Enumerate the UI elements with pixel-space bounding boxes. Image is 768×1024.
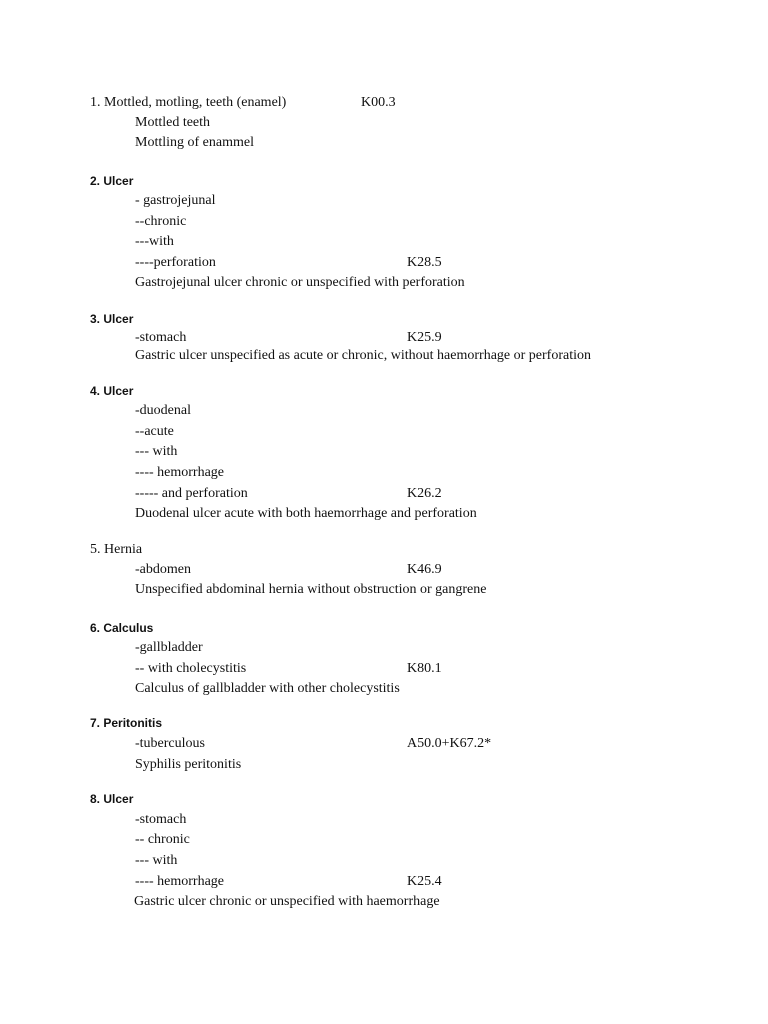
entry-6-description: Calculus of gallbladder with other cholecystitis xyxy=(135,681,400,696)
entry-4-line: ---- hemorrhage xyxy=(135,465,225,480)
entry-4-line: -duodenal xyxy=(135,403,191,418)
entry-6-line: -gallbladder xyxy=(135,640,203,655)
entry-4-heading: 4. Ulcer xyxy=(90,384,134,398)
entry-7-description: Syphilis peritonitis xyxy=(135,757,242,772)
entry-8-line: --- with xyxy=(135,853,178,868)
entry-2-line: - gastrojejunal xyxy=(135,193,216,208)
entry-3-description: Gastric ulcer unspecified as acute or chronic, without haemorrhage or perforation xyxy=(135,348,591,363)
entry-8-line: -- chronic xyxy=(135,832,190,847)
entry-3-code: K25.9 xyxy=(407,330,442,345)
entry-6-code: K80.1 xyxy=(407,661,442,676)
entry-8-code: K25.4 xyxy=(407,874,442,889)
entry-4-line: --acute xyxy=(135,424,174,439)
entry-2-line: --chronic xyxy=(135,214,187,229)
entry-6-line: -- with cholecystitis xyxy=(135,661,247,676)
entry-5-heading: 5. Hernia xyxy=(90,542,143,557)
entry-2-line: ---with xyxy=(135,234,174,249)
entry-2-description: Gastrojejunal ulcer chronic or unspecified with perforation xyxy=(135,275,465,290)
entry-2-heading: 2. Ulcer xyxy=(90,174,134,188)
entry-6-heading: 6. Calculus xyxy=(90,621,154,635)
entry-2-code: K28.5 xyxy=(407,255,442,270)
entry-2-line: ----perforation xyxy=(135,255,216,270)
entry-4-line: ----- and perforation xyxy=(135,486,248,501)
entry-5-code: K46.9 xyxy=(407,562,442,577)
entry-1-code: K00.3 xyxy=(361,95,396,110)
entry-3-line: -stomach xyxy=(135,330,187,345)
entry-8-heading: 8. Ulcer xyxy=(90,792,134,806)
entry-4-code: K26.2 xyxy=(407,486,442,501)
entry-8-line: -stomach xyxy=(135,812,187,827)
entry-1-line: Mottling of enammel xyxy=(135,135,254,150)
entry-4-line: --- with xyxy=(135,444,178,459)
entry-7-code: A50.0+K67.2* xyxy=(407,736,492,751)
entry-4-description: Duodenal ulcer acute with both haemorrhage and perforation xyxy=(135,506,477,521)
entry-7-heading: 7. Peritonitis xyxy=(90,716,163,730)
entry-3-heading: 3. Ulcer xyxy=(90,312,134,326)
entry-5-line: -abdomen xyxy=(135,562,191,577)
entry-8-description: Gastric ulcer chronic or unspecified with haemorrhage xyxy=(134,894,440,909)
entry-5-description: Unspecified abdominal hernia without obstruction or gangrene xyxy=(135,582,487,597)
entry-1-heading: 1. Mottled, motling, teeth (enamel) xyxy=(90,95,287,110)
entry-1-line: Mottled teeth xyxy=(135,115,211,130)
entry-8-line: ---- hemorrhage xyxy=(135,874,225,889)
entry-7-line: -tuberculous xyxy=(135,736,205,751)
